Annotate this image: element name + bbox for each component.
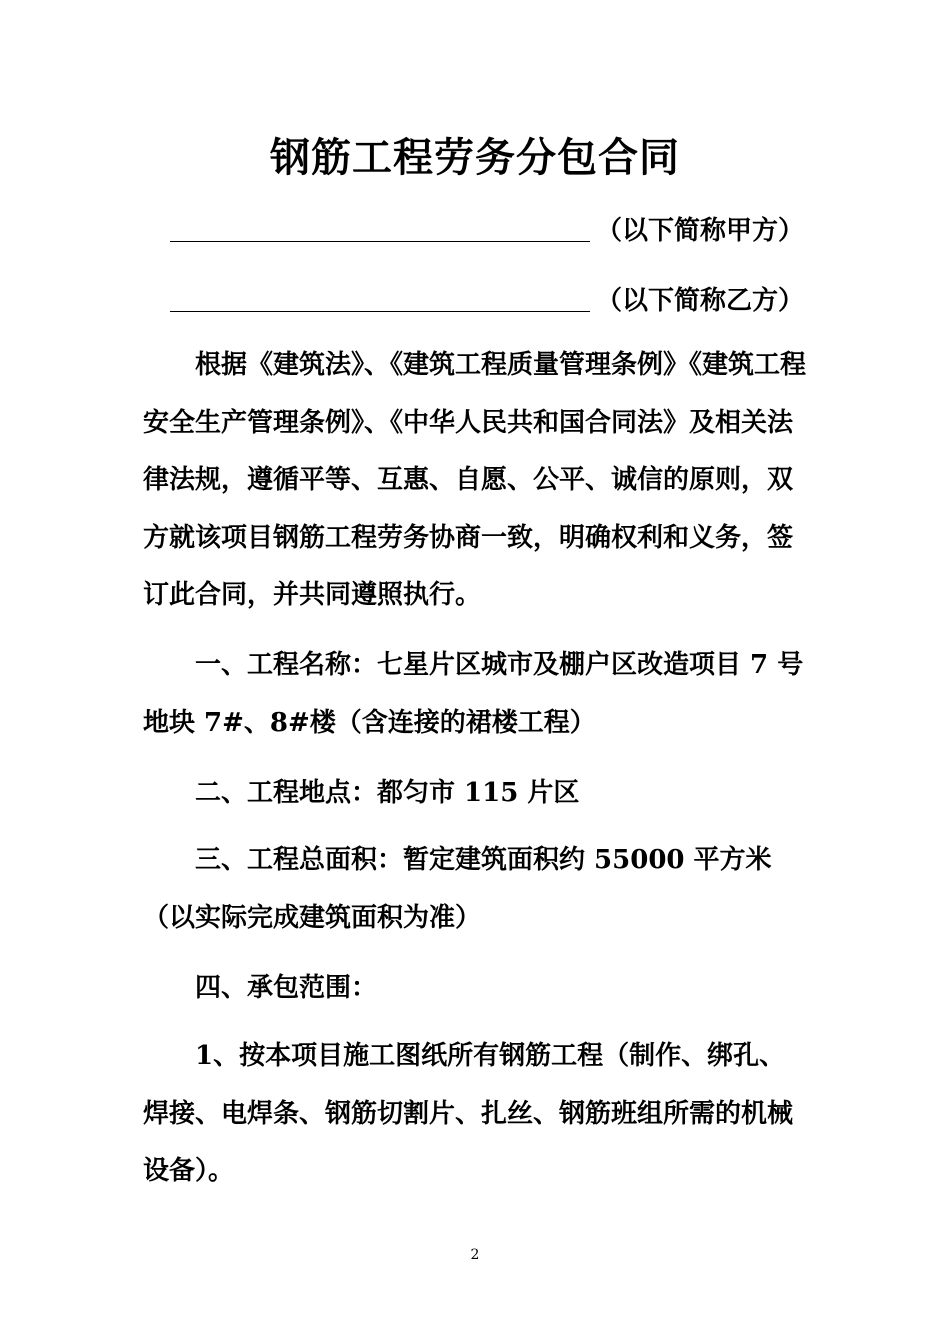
page-number: 2 <box>470 1247 480 1263</box>
party-b-label: （以下简称乙方） <box>596 286 805 316</box>
paragraph-project-area: 三、工程总面积：暂定建筑面积约 55000 平方米（以实际完成建筑面积为准） <box>143 845 772 933</box>
paragraph-scope-item-1: 1、按本项目施工图纸所有钢筋工程（制作、绑孔、焊接、电焊条、钢筋切割片、扎丝、钢筋班组所需的机械设备）。 <box>143 1041 794 1186</box>
party-a-label: （以下简称甲方） <box>596 216 805 246</box>
paragraph-preamble: 根据《建筑法》、《建筑工程质量管理条例》《建筑工程安全生产管理条例》、《中华人民共和国合同法》及相关法律法规，遵循平等、互惠、自愿、公平、诚信的原则，双方就该项目钢筋工程劳务协商一致，明确权利和义务，签订此合同，并共同遵照执行。 <box>143 350 807 610</box>
party-a-blank <box>170 211 590 242</box>
party-a-line <box>170 202 805 246</box>
paragraph-scope-heading: 四、承包范围： <box>195 973 378 1003</box>
party-b-blank <box>170 281 590 312</box>
paragraph-project-location: 二、工程地点：都匀市 115 片区 <box>195 778 580 808</box>
party-b-line <box>170 272 805 316</box>
page-title: 钢筋工程劳务分包合同 <box>270 135 680 181</box>
paragraph-project-name: 一、工程名称：七星片区城市及棚户区改造项目 7 号地块 7#、8#楼（含连接的裙楼工程） <box>143 650 804 738</box>
